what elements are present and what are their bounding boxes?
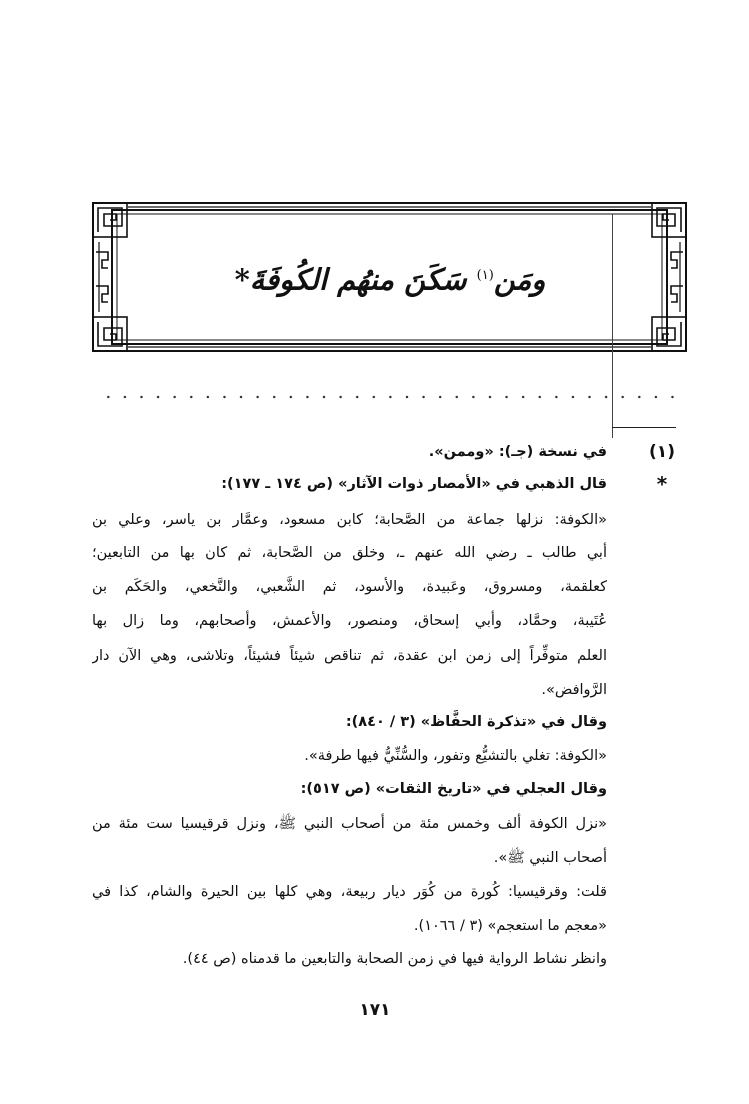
footnote-line: قال الذهبي في «الأمصار ذوات الآثار» (ص ١٧٤ ـ ١٧٧): — [221, 476, 607, 492]
footnote-line: أبي طالب ـ رضي الله عنهم ـ، وخلق من الصَّحابة، ثم كان بها من التابعين؛ — [92, 545, 607, 561]
footnote-line: كعلقمة، ومسروق، وعَبيدة، والأسود، ثم الشَّعبي، والنَّخعي، والحَكَم بن — [92, 579, 607, 595]
dotted-separator — [100, 394, 680, 400]
footnote-line: وانظر نشاط الرواية فيها في زمن الصحابة والتابعين ما قدمناه (ص ٤٤). — [182, 951, 607, 967]
footnote-marker-1: (١) — [649, 442, 675, 462]
margin-guide-line — [612, 214, 613, 438]
footnote-line: «الكوفة: نزلها جماعة من الصَّحابة؛ كابن مسعود، وعمَّار بن ياسر، وعلي بن — [92, 512, 607, 528]
footnote-line: العلم متوفِّراً إلى زمن ابن عقدة، ثم تناقص شيئاً فشيئاً، وتلاشى، وهي الآن دار — [92, 648, 607, 664]
chapter-heading — [120, 248, 660, 304]
footnote-line: أصحاب النبي ﷺ». — [493, 850, 607, 866]
footnote-line: عُتَيبة، وحمَّاد، وأبي إسحاق، ومنصور، والأعمش، وأصحابهم، وما زال بها — [92, 613, 607, 629]
footnote-rule — [612, 427, 676, 428]
footnote-marker-star: * — [656, 472, 668, 496]
footnote-line: «الكوفة: تغلي بالتشيُّع وتفور، والسُّنِّيُّ فيها طرفة». — [304, 748, 607, 764]
heading-text: ومَن — [493, 262, 546, 297]
heading-footnote-ref: (١) — [476, 268, 494, 283]
page-number: ١٧١ — [359, 1000, 391, 1020]
footnote-line: وقال العجلي في «تاريخ الثقات» (ص ٥١٧): — [300, 781, 607, 797]
footnote-line: وقال في «تذكرة الحفَّاظ» (٣ / ٨٤٠): — [345, 714, 607, 730]
footnote-line: الرَّوافض». — [541, 682, 607, 698]
heading-text-rest: سَكَنَ منهُم الكُوفَةَ* — [234, 262, 477, 297]
footnote-line: قلت: وقرقيسيا: كُورة من كُوَر ديار ربيعة، وهي كلها بين الحيرة والشام، كذا في — [92, 884, 607, 900]
footnote-line: «نزل الكوفة ألف وخمس مئة من أصحاب النبي ﷺ، ونزل قرقيسيا ست مئة من — [92, 816, 607, 832]
footnote-line: في نسخة (جـ): «وممن». — [428, 444, 607, 460]
footnote-line: «معجم ما استعجم» (٣ / ١٠٦٦). — [413, 918, 607, 934]
